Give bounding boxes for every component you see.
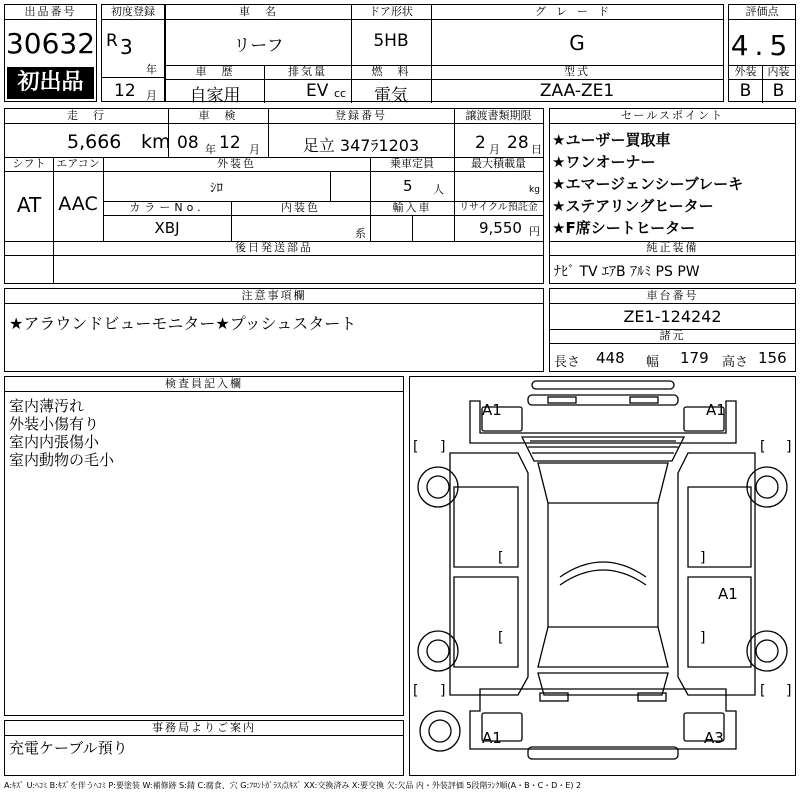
door-type: 5HB (373, 31, 409, 51)
car-outline-diagram (410, 377, 795, 775)
damage-diagram (409, 376, 796, 776)
inspector-box (4, 376, 404, 716)
exterior-color-label: 外装色 (103, 157, 370, 172)
registration-box (101, 4, 165, 102)
sales-point: ★ワンオーナー (552, 153, 656, 171)
year-unit: 年 (146, 63, 157, 76)
transfer-day: 28 (507, 133, 529, 153)
width-label: 幅 (646, 355, 660, 370)
registration-month: 12 (114, 81, 136, 101)
sales-point: ★F席シートヒーター (552, 219, 696, 237)
damage-mark: A1 (718, 585, 738, 603)
lot-number-label: 出品番号 (5, 5, 96, 20)
inspector-line: 外装小傷有り (9, 415, 100, 433)
shift-label: シフト (5, 157, 53, 172)
history: 自家用 (189, 86, 241, 106)
color-number: XBJ (154, 219, 180, 237)
month-unit: 月 (146, 89, 157, 102)
plate-number: 足立 347ﾗ1203 (302, 136, 420, 155)
exterior-label: 外装 (729, 65, 762, 80)
length: 448 (596, 349, 625, 367)
max-load-unit: kg (529, 185, 540, 195)
transfer-month: 2 (475, 133, 486, 153)
lot-number-box (4, 4, 97, 102)
svg-text:[: [ (760, 683, 766, 699)
sales-point: ★ユーザー買取車 (552, 131, 671, 149)
svg-text:]: ] (440, 683, 446, 699)
import-label: 輸入車 (370, 201, 454, 216)
inspection-label: 車 検 (168, 109, 268, 124)
interior-grade: B (772, 81, 785, 101)
lot-number: 30632 (5, 27, 96, 60)
score-box (728, 4, 796, 102)
office-note: 充電ケーブル預り (9, 739, 128, 757)
equipment: ﾅﾋﾞ TV ｴｱB ｱﾙﾐ PS PW (554, 264, 700, 280)
svg-text:[: [ (498, 550, 504, 566)
detail-block (4, 108, 544, 284)
inspector-label: 検査員記入欄 (5, 377, 403, 392)
transfer-day-unit: 日 (531, 143, 542, 156)
transfer-label: 譲渡書類期限 (454, 109, 543, 124)
svg-text:[: [ (498, 630, 504, 646)
svg-text:]: ] (786, 683, 792, 699)
svg-text:[: [ (413, 683, 419, 699)
notes: ★アラウンドビューモニター★プッシュスタート (9, 314, 357, 333)
vehicle-info-box (165, 4, 724, 106)
model: ZAA-ZE1 (539, 81, 615, 101)
registration-year: 3 (120, 35, 133, 59)
equipment-label: 純正装備 (550, 241, 795, 256)
interior-color-label: 内装色 (231, 201, 370, 216)
sales-point: ★エマージェンシーブレーキ (552, 175, 744, 193)
registration-era: R (106, 31, 118, 51)
damage-mark: A1 (706, 401, 726, 419)
chassis-number: ZE1-124242 (623, 307, 722, 326)
damage-mark: A1 (482, 401, 502, 419)
displacement: EV (306, 81, 329, 101)
inspection-year-unit: 年 (205, 143, 216, 156)
inspection-month: 12 (219, 133, 241, 153)
capacity-label: 乗車定員 (370, 157, 454, 172)
sales-points-box (549, 108, 796, 284)
score: 4.5 (730, 29, 794, 62)
vehicle-name: リーフ (233, 36, 284, 56)
height-label: 高さ (722, 355, 749, 370)
sales-point: ★ステアリングヒーター (552, 197, 714, 215)
damage-mark: A3 (704, 729, 724, 747)
office-label: 事務局よりご案内 (5, 721, 403, 736)
max-load-label: 最大積載量 (454, 157, 543, 172)
header-block (4, 4, 796, 106)
inspection-year: 08 (177, 133, 199, 153)
first-listing-badge: 初出品 (7, 67, 94, 99)
svg-text:]: ] (440, 439, 446, 455)
mileage-label: 走 行 (5, 109, 168, 124)
inspection-month-unit: 月 (249, 143, 260, 156)
svg-text:[: [ (760, 439, 766, 455)
height: 156 (758, 349, 787, 367)
model-label: 型式 (431, 65, 723, 80)
notes-box (4, 288, 544, 372)
grade: G (569, 31, 585, 55)
legend: A:ｷｽﾞ U:ﾍｺﾐ B:ｷｽﾞを伴うﾍｺﾐ P:要塗装 W:補修跡 S:錆 C:腐食、穴 G:ﾌﾛﾝﾄｶﾞﾗｽ点ｷｽﾞ XX:交換済み X:要交換 欠:欠品 内・外装評価 5段階ﾗﾝｸ順(A・B・C・D・E) 2 (4, 781, 582, 790)
recycle-unit: 円 (529, 225, 540, 238)
fuel-label: 燃 料 (351, 65, 431, 80)
air-conditioner: AAC (58, 193, 98, 215)
registration-label: 初度登録 (102, 5, 164, 20)
svg-text:]: ] (700, 630, 706, 646)
inspector-line: 室内内張傷小 (9, 433, 100, 451)
score-label: 評価点 (729, 5, 795, 20)
inspector-line: 室内薄汚れ (9, 397, 85, 415)
svg-text:]: ] (786, 439, 792, 455)
capacity: 5 (403, 177, 413, 195)
notes-label: 注意事項欄 (5, 289, 543, 304)
recycle-label: リサイクル預託金 (454, 201, 543, 216)
color-number-label: カラーNo. (103, 201, 231, 216)
sales-points-label: セールスポイント (550, 109, 795, 124)
shift: AT (16, 193, 42, 217)
door-label: ドア形状 (351, 5, 431, 20)
exterior-color: ｼﾛ (210, 181, 223, 196)
plate-label: 登録番号 (268, 109, 454, 124)
exterior-grade: B (739, 81, 752, 101)
interior-color-unit: 系 (355, 227, 366, 240)
damage-mark: A1 (482, 729, 502, 747)
mileage-unit: km (141, 131, 171, 153)
inspector-line: 室内動物の毛小 (9, 451, 115, 469)
chassis-box (549, 288, 796, 372)
fuel: 電気 (374, 86, 408, 106)
recycle-deposit: 9,550 (479, 219, 522, 237)
grade-label: グレード (431, 5, 723, 20)
transfer-month-unit: 月 (489, 143, 500, 156)
later-parts-label: 後日発送部品 (5, 241, 543, 256)
office-box (4, 720, 404, 776)
capacity-unit: 人 (433, 183, 444, 196)
history-label: 車 歴 (166, 65, 264, 80)
name-label: 車 名 (166, 5, 351, 20)
chassis-label: 車台番号 (550, 289, 795, 304)
svg-text:]: ] (700, 550, 706, 566)
mileage: 5,666 (67, 131, 122, 153)
interior-label: 内装 (762, 65, 795, 80)
displacement-unit: cc (334, 87, 347, 100)
svg-text:[: [ (413, 439, 419, 455)
width: 179 (680, 349, 709, 367)
specs-label: 諸元 (550, 329, 795, 344)
ac-label: エアコン (53, 157, 103, 172)
displacement-label: 排気量 (264, 65, 351, 80)
length-label: 長さ (554, 355, 581, 370)
